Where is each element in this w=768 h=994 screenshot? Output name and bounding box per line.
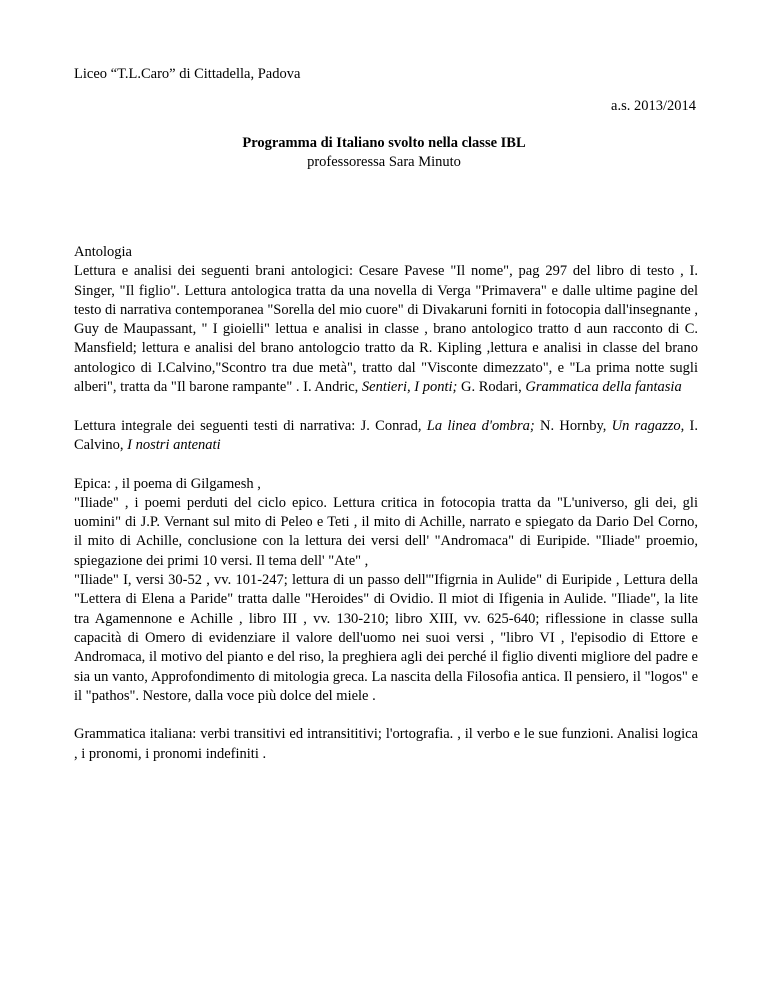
section-lettura-integrale <box>74 417 698 456</box>
epica-text-2: "Iliade" I, versi 30-52 , vv. 101-247; lettura di un passo dell'"Ifigrnia in Aulide" di Euripide , Lettura della "Lettera di Elena a Paride" tratta dalle "Heroides" di Ovidio. Il miot di Ifigenia in Aulide. "Iliade", la lite tra Agamennone e Achille , libro III , vv. 130-210; libro XIII, vv. 625-640; riflessione in classe sulla capacità di Omero di evidenziare il valore dell'uomo nei suoi versi , "libro VI , l'episodio di Ettore e Andromaca, il motivo del pianto e del riso, la preghiera agli dei perché il figlio diventi migliore del padre e sia un vanto, Approfondimento di mitologia greca. La nascita della Filosofia antica. Il pensiero, il "logos" e il "pathos". Nestore, dalla voce più dolce del miele . <box>74 572 698 704</box>
integrale-italic-3: I nostri antenati <box>127 436 221 453</box>
school-name: Liceo “T.L.Caro” di Cittadella, Padova <box>74 66 301 82</box>
epica-text: "Iliade" , i poemi perduti del ciclo epico. Lettura critica in fotocopia tratta da "L'universo, gli dei, gli uomini" di J.P. Vernant sul mito di Peleo e Teti , il mito di Achille, narrato e spiegato da Dario Del Corno, il mito di Achille, conclusione con la lettura dei versi dell' "Andromaca" di Euripide. "Iliade" proemio, spiegazione dei primi 10 versi. Il tema dell' "Ate" , <box>74 494 698 569</box>
section-grammatica <box>74 725 698 764</box>
integrale-text-1: Lettura integrale dei seguenti testi di narrativa: J. Conrad, <box>74 417 427 434</box>
section-title-epica: Epica: , il poema di Gilgamesh , <box>74 475 261 492</box>
antologia-italic-1: Sentieri, I ponti; <box>361 379 458 396</box>
section-antologia <box>74 243 698 397</box>
antologia-italic-2: Grammatica della fantasia <box>525 379 682 396</box>
integrale-italic-1: La linea d'ombra; <box>426 417 535 434</box>
antologia-text-2: G. Rodari, <box>457 379 526 396</box>
document-heading <box>0 134 768 173</box>
section-epica <box>74 475 698 707</box>
antologia-text: Lettura e analisi dei seguenti brani antologici: Cesare Pavese "Il nome", pag 297 del libro di testo , I. Singer, "Il figlio". Lettura antologica tratta da una novella di Verga "Primavera" e dalle ultime pagine del testo di narrativa contemporanea "Sorella del mio cuore" di Divakaruni forniti in fotocopia dall'insegnante , Guy de Maupassant, " I gioielli" lettua e analisi in classe , brano antologico tratto d aun racconto di C. Mansfield; lettura e analisi del brano antologcio tratto da R. Kipling ,lettura e analisi in classe del brano antologico di I.Calvino,"Scontro tra due metà", tratto dal "Visconte dimezzato", e "La prima notte sugli alberi", tratta da "Il barone rampante" . I. Andric, <box>74 263 698 396</box>
document-title: Programma di Italiano svolto nella classe IBL <box>242 135 526 151</box>
grammatica-text: Grammatica italiana: verbi transitivi ed intransititivi; l'ortografia. , il verbo e le sue funzioni. Analisi logica , i pronomi, i pronomi indefiniti . <box>74 726 698 762</box>
integrale-text-3: I. Calvino, <box>74 417 698 453</box>
integrale-text-2: N. Hornby, <box>534 417 612 434</box>
school-year: a.s. 2013/2014 <box>611 98 696 114</box>
teacher-name: professoressa Sara Minuto <box>307 154 461 171</box>
integrale-italic-2: Un ragazzo, <box>611 417 685 434</box>
document-body <box>74 243 698 764</box>
section-title-antologia: Antologia <box>74 244 132 260</box>
